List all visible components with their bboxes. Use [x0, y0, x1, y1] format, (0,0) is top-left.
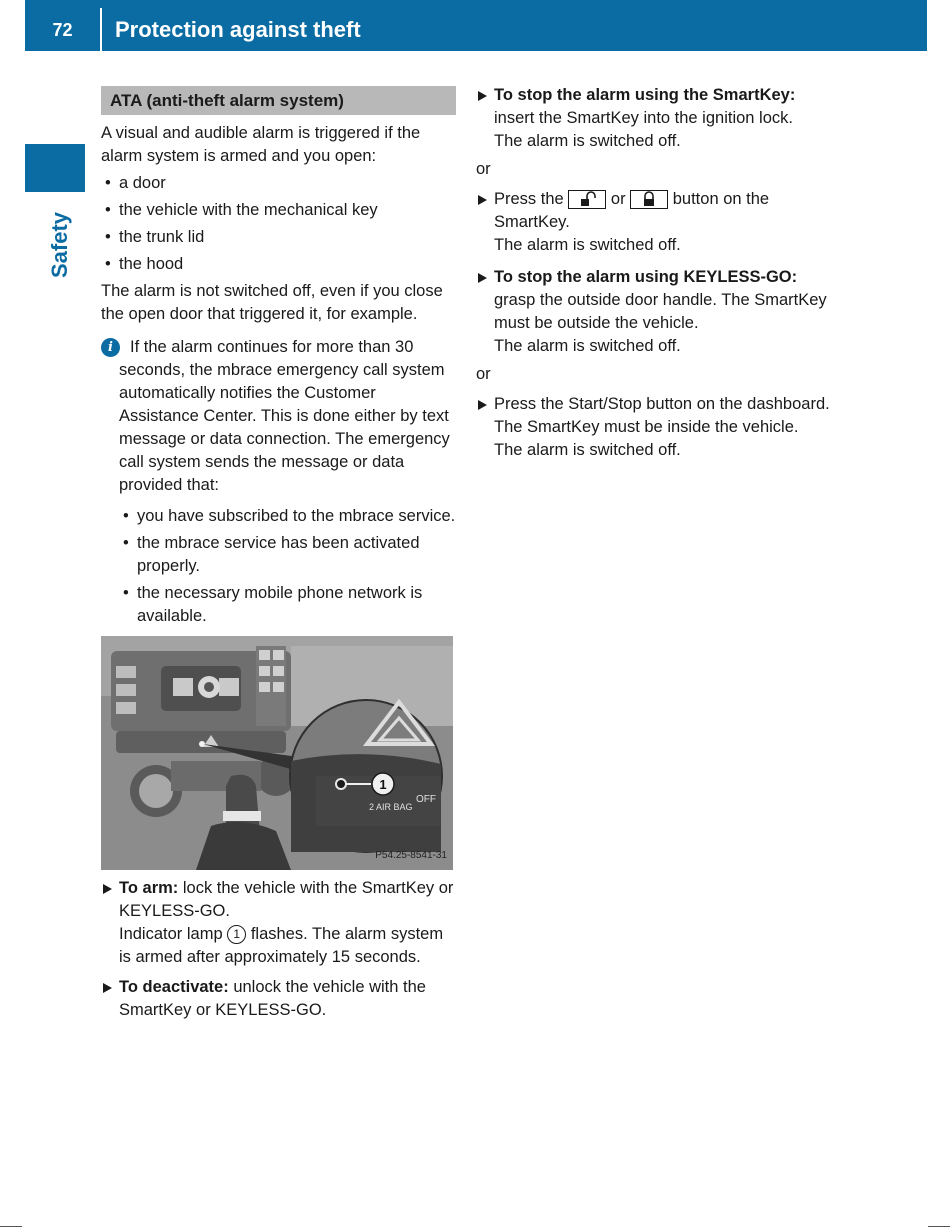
step-start-stop: [476, 393, 841, 462]
page-title: Protection against theft: [115, 17, 361, 42]
list-item: • the hood: [101, 253, 456, 276]
section-heading: ATA (anti-theft alarm system): [101, 86, 456, 115]
crop-mark-right: [928, 1226, 950, 1227]
header-divider: [100, 8, 102, 51]
lock-icon: [630, 190, 668, 209]
list-item: • the necessary mobile phone network is available.: [119, 582, 456, 628]
step-deactivate: [101, 976, 456, 1022]
open-items-list: [101, 172, 456, 276]
list-item: • the trunk lid: [101, 226, 456, 249]
figure-callout-1: 1: [379, 777, 387, 792]
step-stop-keyless: [476, 266, 841, 358]
or-separator: or: [476, 365, 491, 383]
info-icon: i: [101, 338, 120, 357]
list-item: • you have subscribed to the mbrace service.: [119, 505, 456, 528]
step-text: lock the vehicle with the SmartKey or KEYLESS-GO.: [119, 879, 454, 920]
intro-text: A visual and audible alarm is triggered if the alarm system is armed and you open:: [101, 124, 421, 165]
or-separator: or: [476, 160, 491, 178]
step-label: To stop the alarm using KEYLESS-GO:: [494, 268, 798, 286]
figure-panel-off: OFF: [416, 794, 436, 805]
step-text-after: button on the SmartKey.: [494, 190, 770, 231]
info-text: If the alarm continues for more than 30 seconds, the mbrace emergency call system automatically notifies the Customer Assistance Center. This is done either by text message or data connection. The emergency call system sends the message or data provided that:: [119, 338, 450, 494]
step-result: The alarm is switched off.: [494, 441, 681, 459]
step-detail-after: flashes. The alarm system is armed after approximately 15 seconds.: [119, 925, 444, 966]
figure-panel-text: 2 AIR BAG: [369, 802, 413, 812]
conditions-list: [119, 505, 456, 628]
side-tab-marker: [25, 144, 85, 192]
step-detail-before: Indicator lamp: [119, 925, 223, 943]
center-console-illustration: [101, 636, 453, 870]
right-column: [476, 84, 841, 462]
side-tab-label: Safety: [47, 211, 72, 278]
step-press-button: [476, 188, 841, 257]
step-arm: [101, 877, 456, 969]
step-result: The alarm is switched off.: [494, 337, 681, 355]
step-text: Press the Start/Stop button on the dashboard. The SmartKey must be inside the vehicle.: [494, 395, 830, 436]
alarm-note: The alarm is not switched off, even if you close the open door that triggered it, for example.: [101, 282, 443, 323]
step-result: The alarm is switched off.: [494, 236, 681, 254]
list-item: • a door: [101, 172, 456, 195]
center-console-figure: [101, 636, 453, 870]
list-item: • the mbrace service has been activated properly.: [119, 532, 456, 578]
step-text-middle: or: [610, 190, 626, 208]
step-text: grasp the outside door handle. The SmartKey must be outside the vehicle.: [494, 291, 827, 332]
info-block: [101, 336, 456, 628]
step-label: To deactivate:: [119, 978, 229, 996]
step-text: unlock the vehicle with the SmartKey or KEYLESS-GO.: [119, 978, 426, 1019]
callout-1: 1: [227, 925, 246, 944]
page-number: 72: [52, 20, 73, 40]
step-text: insert the SmartKey into the ignition lock.: [494, 109, 793, 127]
unlock-icon: [568, 190, 606, 209]
list-item: • the vehicle with the mechanical key: [101, 199, 456, 222]
page-header: [25, 0, 927, 51]
step-label: To stop the alarm using the SmartKey:: [494, 86, 796, 104]
step-label: To arm:: [119, 879, 179, 897]
crop-mark-left: [0, 1226, 22, 1227]
step-text-before: Press the: [494, 190, 564, 208]
step-result: The alarm is switched off.: [494, 132, 681, 150]
left-column: [101, 86, 456, 1022]
figure-code: P54.25-8541-31: [375, 850, 447, 861]
step-stop-smartkey: [476, 84, 841, 153]
